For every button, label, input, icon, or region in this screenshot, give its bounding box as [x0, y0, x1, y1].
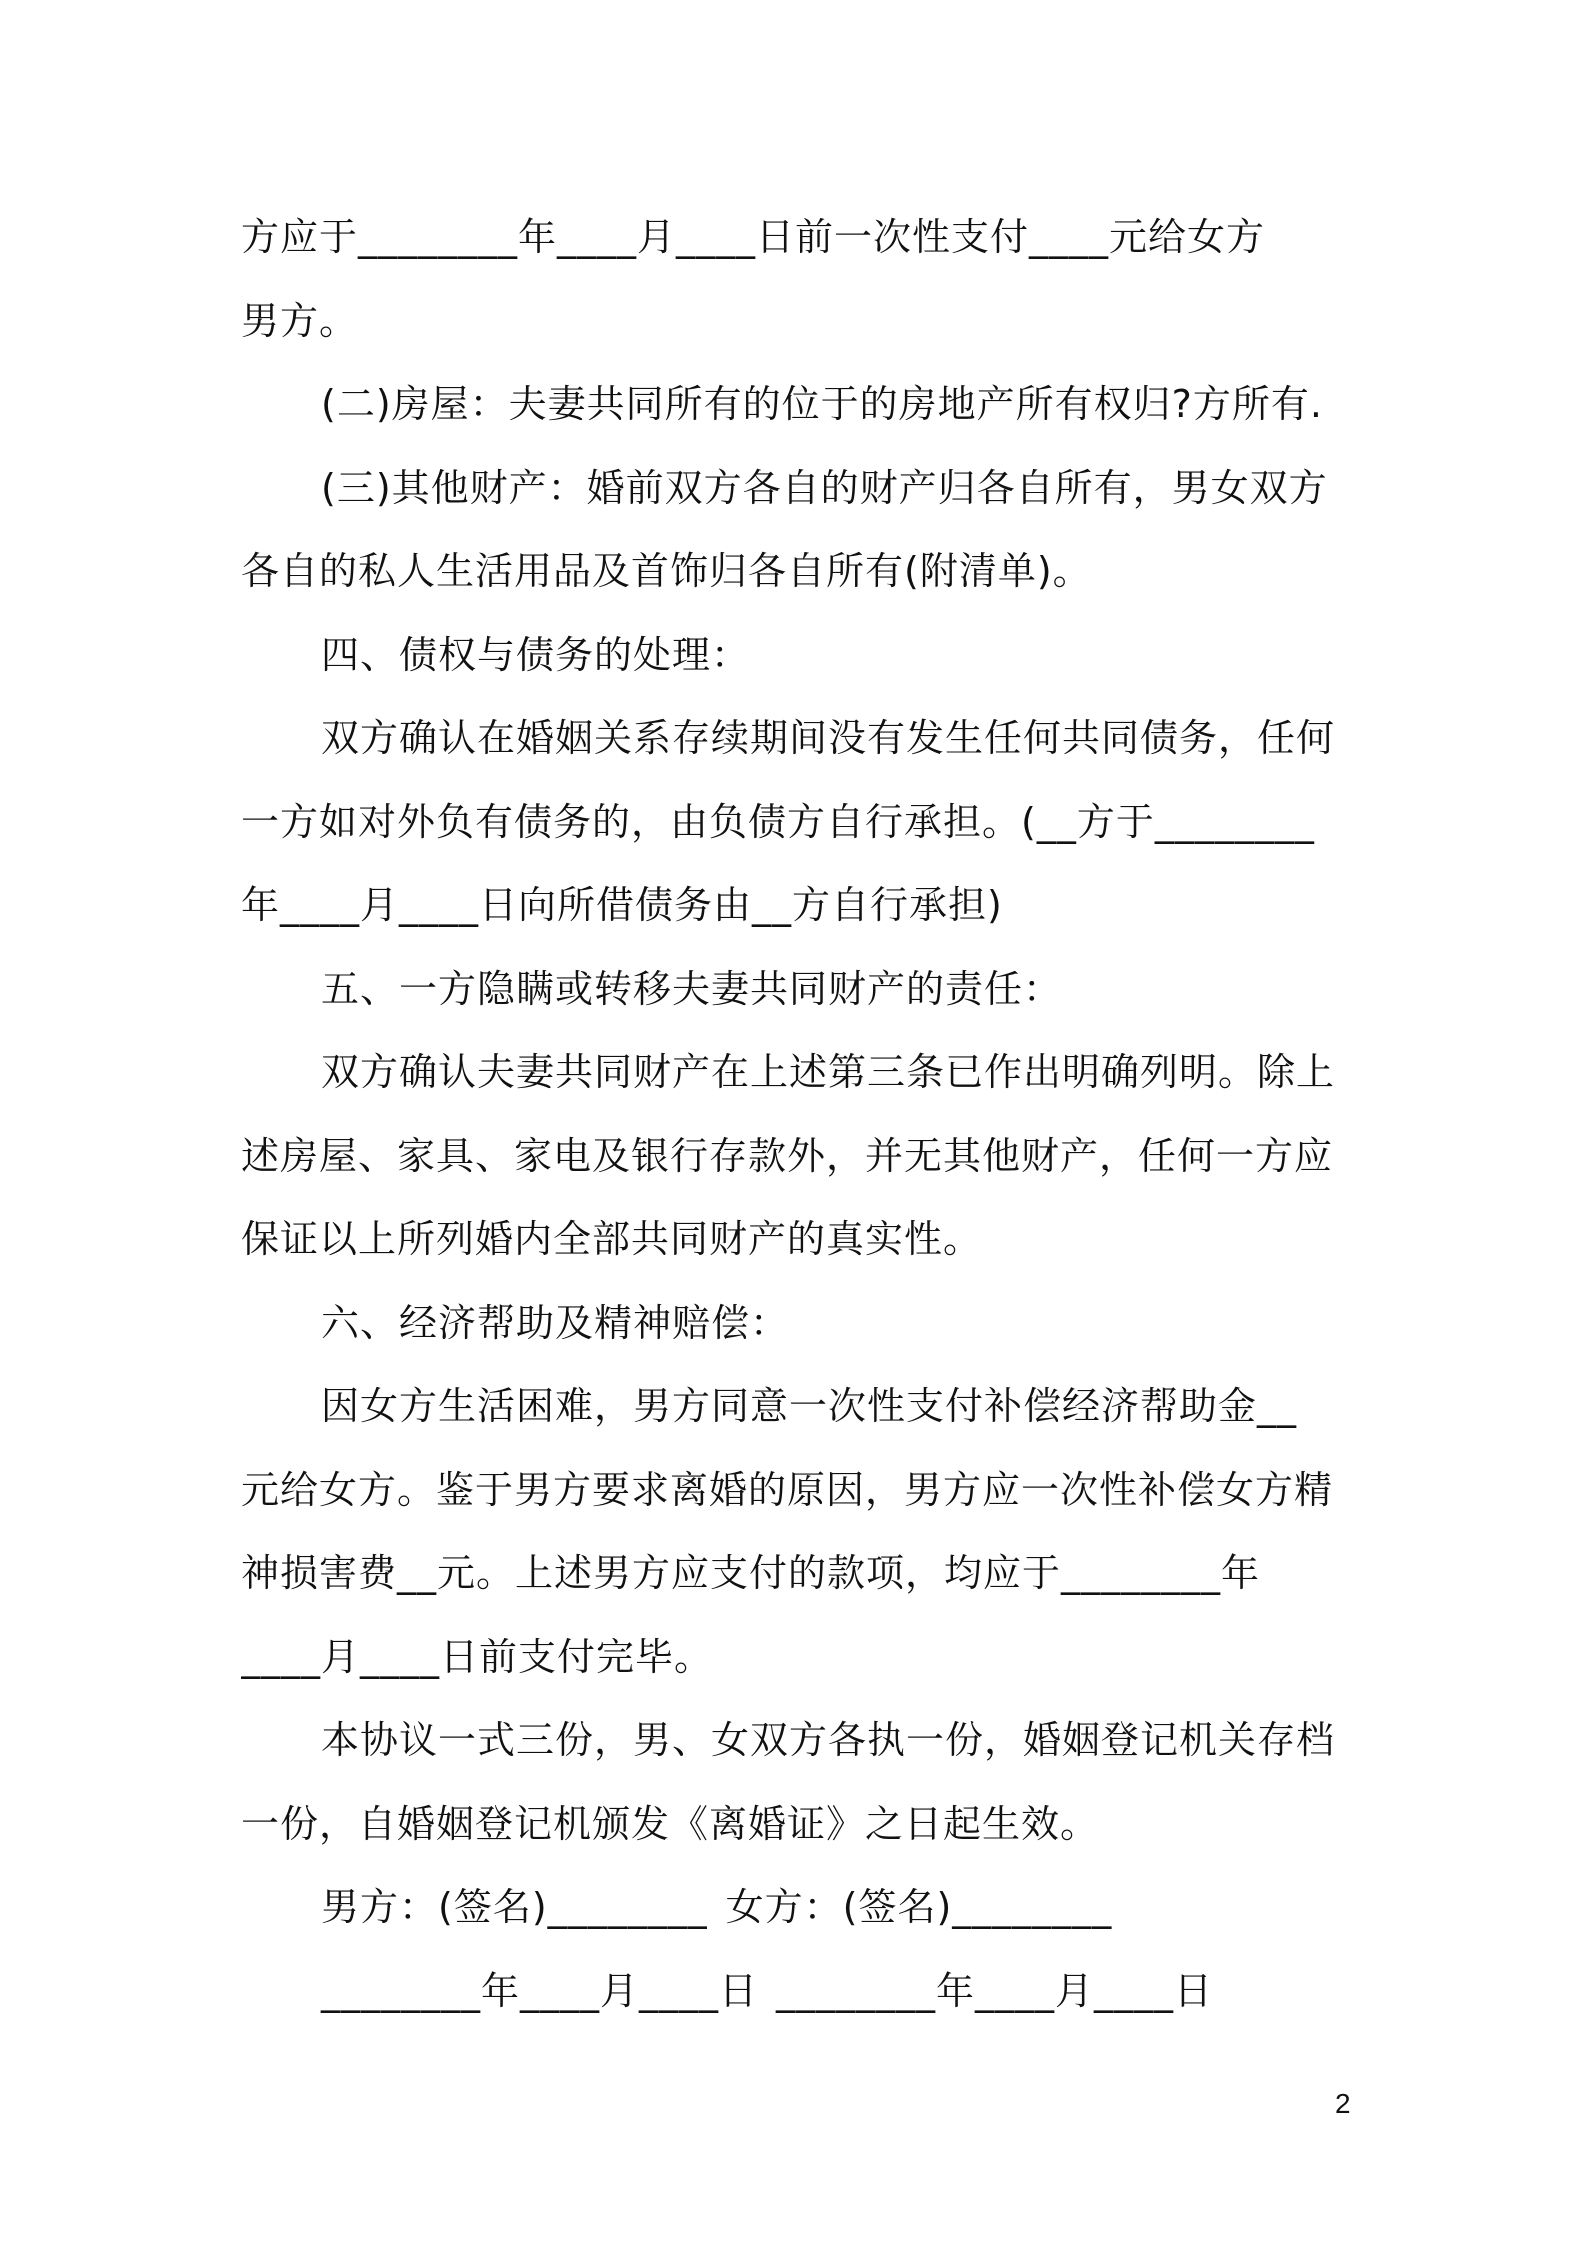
- property-paragraph-line-2: 述房屋、家具、家电及银行存款外，并无其他财产，任何一方应: [241, 1133, 1334, 1178]
- compensation-line-1: 因女方生活困难，男方同意一次性支付补偿经济帮助金__: [321, 1384, 1298, 1428]
- body-line-1: 方应于________年____月____日前一次性支付____元给女方: [241, 215, 1266, 259]
- male-date-field: ________年____月____日: [321, 1968, 759, 2013]
- page-number: 2: [1335, 2088, 1351, 2119]
- section-other-property: (三)其他财产：婚前双方各自的财产归各自所有，男女双方: [321, 465, 1328, 510]
- heading-hidden-property-liability: 五、一方隐瞒或转移夫妻共同财产的责任：: [321, 966, 1063, 1011]
- heading-debt-handling: 四、债权与债务的处理：: [321, 632, 751, 677]
- debt-paragraph-line-2: 一方如对外负有债务的，由负债方自行承担。(__方于________: [241, 799, 1315, 844]
- compensation-line-4: ____月____日前支付完毕。: [241, 1634, 714, 1679]
- debt-paragraph-line-3: 年____月____日向所借债务由__方自行承担): [241, 883, 1003, 927]
- heading-economic-help: 六、经济帮助及精神赔偿：: [321, 1300, 790, 1345]
- signature-date-row: [241, 1950, 1353, 2034]
- female-signature-field: 女方：(签名)________: [725, 1885, 1113, 1929]
- male-signature-field: 男方：(签名)________: [321, 1885, 708, 1929]
- body-line-2: 男方。: [241, 298, 359, 343]
- copies-line-1: 本协议一式三份，男、女双方各执一份，婚姻登记机关存档: [321, 1718, 1336, 1762]
- signature-row: [241, 1866, 1353, 1950]
- property-paragraph-line-1: 双方确认夫妻共同财产在上述第三条已作出明确列明。除上: [321, 1050, 1336, 1094]
- debt-paragraph-line-1: 双方确认在婚姻关系存续期间没有发生任何共同债务，任何: [321, 716, 1336, 760]
- property-paragraph-line-3: 保证以上所列婚内全部共同财产的真实性。: [241, 1217, 983, 1261]
- section-housing: (二)房屋：夫妻共同所有的位于的房地产所有权归?方所有.: [321, 382, 1323, 426]
- female-date-field: ________年____月____日: [776, 1968, 1214, 2013]
- other-property-continuation: 各自的私人生活用品及首饰归各自所有(附清单)。: [241, 549, 1092, 593]
- copies-line-2: 一份，自婚姻登记机颁发《离婚证》之日起生效。: [241, 1801, 1100, 1846]
- document-body: [241, 196, 1353, 2033]
- compensation-line-2: 元给女方。鉴于男方要求离婚的原因，男方应一次性补偿女方精: [241, 1467, 1334, 1512]
- compensation-line-3: 神损害费__元。上述男方应支付的款项，均应于________年: [241, 1551, 1261, 1595]
